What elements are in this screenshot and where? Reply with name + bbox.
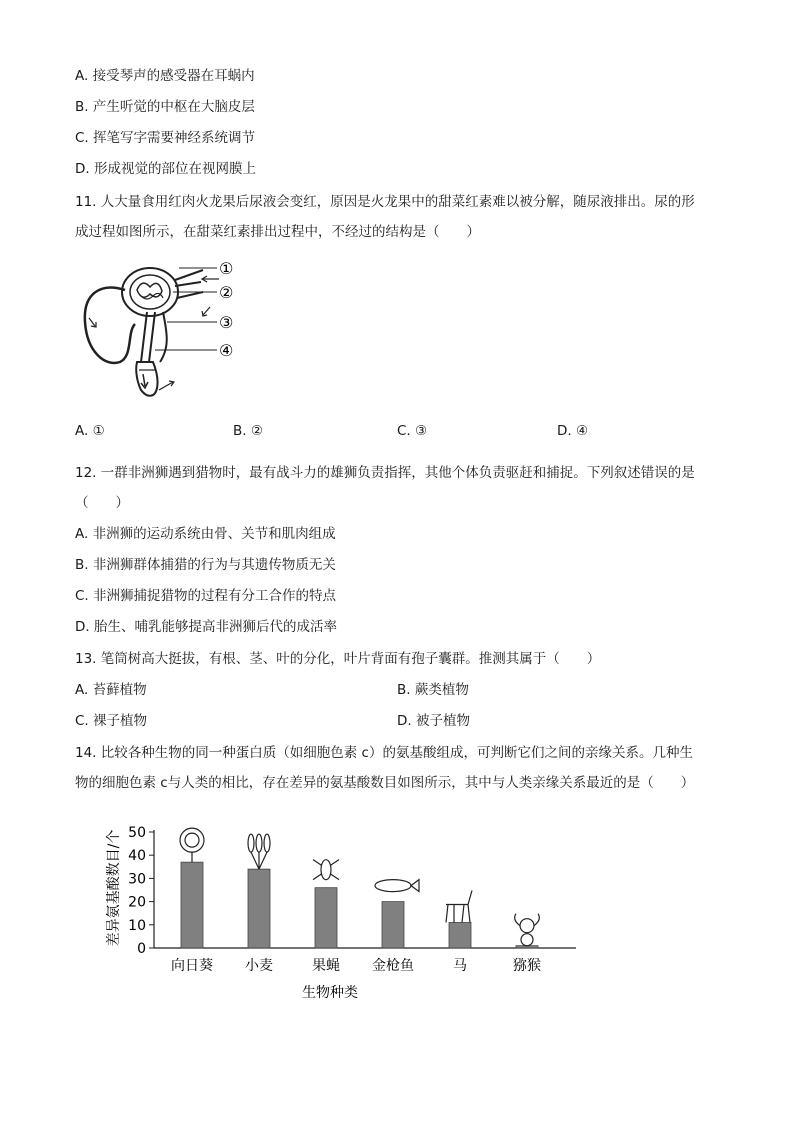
- q11-option-b: B. ②: [233, 423, 263, 439]
- nephron-diagram: [75, 252, 250, 407]
- y-tick-label: 20: [128, 894, 146, 911]
- q10-option-a: A. 接受琴声的感受器在耳蜗内: [75, 68, 255, 84]
- label-4: ④: [219, 341, 234, 360]
- y-axis-label: 差异氨基酸数目/个: [106, 829, 122, 947]
- x-tick-label: 向日葵: [171, 958, 213, 974]
- q10-option-d: D. 形成视觉的部位在视网膜上: [75, 161, 256, 177]
- efferent-arteriole: [177, 292, 203, 298]
- collecting-duct: [136, 362, 157, 396]
- y-tick-label: 40: [128, 848, 146, 865]
- q10-option-c: C. 挥笔写字需要神经系统调节: [75, 130, 256, 146]
- q12-option-b: B. 非洲狮群体捕猎的行为与其遗传物质无关: [75, 557, 336, 573]
- macaque-icon: [515, 914, 540, 946]
- label-3: ③: [219, 313, 234, 332]
- q11-stem-line2: 成过程如图所示，在甜菜红素排出过程中，不经过的结构是（ ）: [75, 224, 480, 240]
- bar: [248, 869, 270, 948]
- q11-option-d: D. ④: [557, 423, 589, 439]
- q12-stem-line2: （ ）: [75, 495, 129, 511]
- label-1: ①: [219, 259, 234, 278]
- q14-stem-line2: 物的细胞色素 c与人类的相比，存在差异的氨基酸数目如图所示，其中与人类亲缘关系最近的是（ ）: [75, 775, 695, 791]
- q14-stem-line1: 14. 比较各种生物的同一种蛋白质（如细胞色素 c）的氨基酸组成，可判断它们之间的亲缘关系。几种生: [75, 745, 693, 761]
- q12-stem-line1: 12. 一群非洲狮遇到猎物时，最有战斗力的雄狮负责指挥，其他个体负责驱赶和捕捉。下列叙述错误的是: [75, 465, 695, 481]
- bar: [449, 922, 471, 948]
- q13-option-c: C. 裸子植物: [75, 713, 148, 729]
- x-tick-label: 金枪鱼: [372, 958, 414, 974]
- q13-option-b: B. 蕨类植物: [397, 682, 469, 698]
- q13-option-d: D. 被子植物: [397, 713, 470, 729]
- x-tick-label: 果蝇: [312, 958, 340, 974]
- y-tick-label: 30: [128, 871, 146, 888]
- q12-option-d: D. 胎生、哺乳能够提高非洲狮后代的成活率: [75, 619, 337, 635]
- bar: [181, 862, 203, 948]
- x-axis-label: 生物种类: [302, 985, 358, 1001]
- q13-option-a: A. 苔藓植物: [75, 682, 147, 698]
- y-tick-label: 50: [128, 825, 146, 841]
- x-tick-label: 马: [453, 958, 467, 974]
- glomerulus: [137, 283, 162, 297]
- amino-acid-difference-chart: [100, 810, 590, 1010]
- bar: [315, 888, 337, 948]
- q13-stem: 13. 笔筒树高大挺拔，有根、茎、叶的分化，叶片背面有孢子囊群。推测其属于（ ）: [75, 651, 601, 667]
- renal-tubule: [85, 288, 135, 363]
- x-tick-label: 猕猴: [513, 958, 541, 974]
- q11-stem-line1: 11. 人大量食用红肉火龙果后尿液会变红，原因是火龙果中的甜菜红素难以被分解，随尿液排出。尿的形: [75, 194, 695, 210]
- q10-option-b: B. 产生听觉的中枢在大脑皮层: [75, 99, 255, 115]
- y-tick-label: 10: [128, 917, 146, 934]
- afferent-arteriole: [175, 270, 203, 280]
- tuna-icon: [375, 880, 419, 892]
- label-2: ②: [219, 283, 234, 302]
- q11-option-c: C. ③: [397, 423, 428, 439]
- q12-option-a: A. 非洲狮的运动系统由骨、关节和肌肉组成: [75, 526, 336, 542]
- bar: [382, 902, 404, 948]
- horse-icon: [446, 890, 472, 922]
- x-tick-label: 小麦: [245, 958, 273, 974]
- q11-option-a: A. ①: [75, 423, 105, 439]
- y-tick-label: 0: [137, 941, 146, 957]
- sunflower-icon: [180, 828, 204, 862]
- wheat-icon: [248, 834, 270, 869]
- q12-option-c: C. 非洲狮捕捉猎物的过程有分工合作的特点: [75, 588, 337, 604]
- fruit-fly-icon: [313, 860, 339, 880]
